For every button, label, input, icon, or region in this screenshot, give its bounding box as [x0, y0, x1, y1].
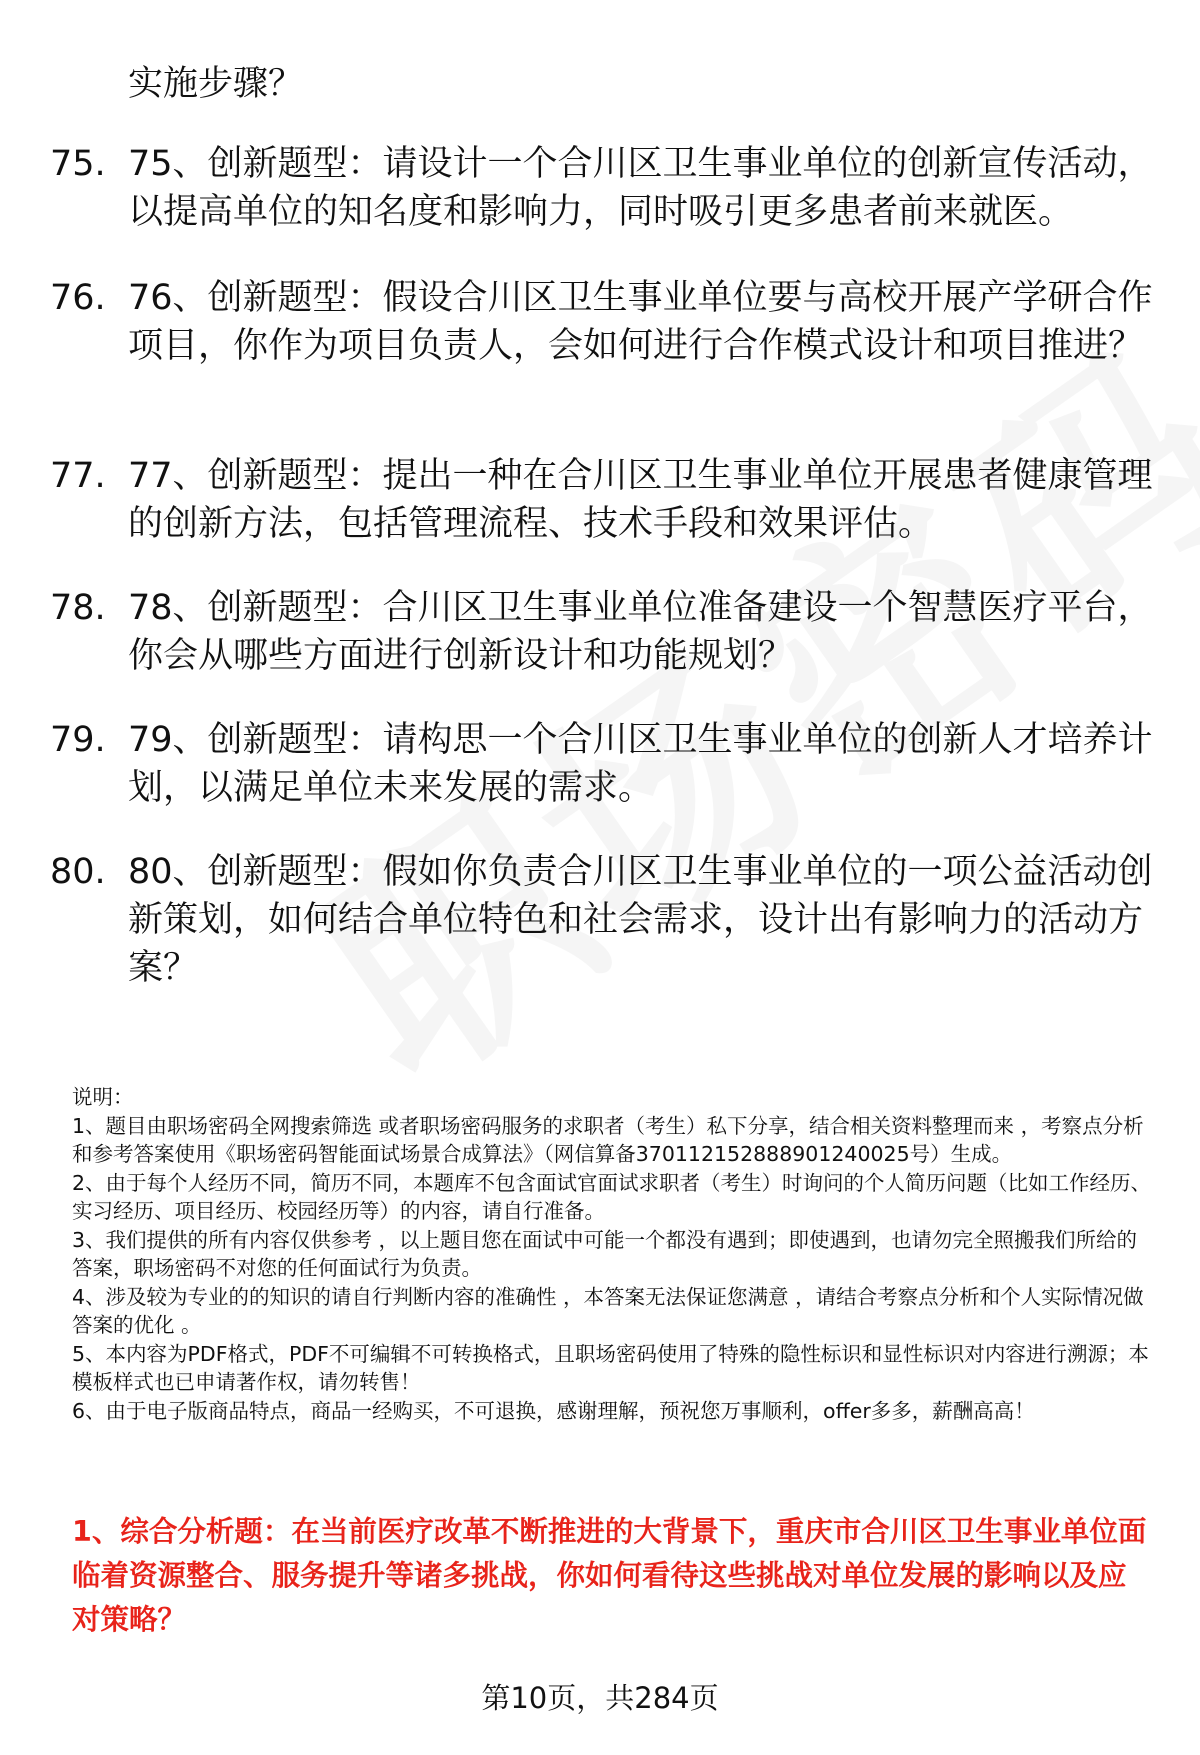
question-item — [0, 274, 1200, 452]
question-item — [0, 848, 1200, 1028]
question-text: 75、创新题型：请设计一个合川区卫生事业单位的创新宣传活动，以提高单位的知名度和影响力，同时吸引更多患者前来就医。 — [128, 144, 1153, 232]
question-text: 79、创新题型：请构思一个合川区卫生事业单位的创新人才培养计划，以满足单位未来发展的需求。 — [128, 720, 1153, 808]
note-item: 3、我们提供的所有内容仅供参考 ，以上题目您在面试中可能一个都没有遇到；即使遇到，也请勿完全照搬我们所给的答案，职场密码不对您的任何面试行为负责。 — [72, 1227, 1138, 1280]
question-item — [0, 716, 1200, 848]
note-item: 5、本内容为PDF格式，PDF不可编辑不可转换格式，且职场密码使用了特殊的隐性标识和显性标识对内容进行溯源；本模板样式也已申请著作权，请勿转售！ — [72, 1341, 1149, 1394]
note-item: 6、由于电子版商品特点，商品一经购买，不可退换，感谢理解，预祝您万事顺利，offer多多，薪酬高高！ — [72, 1398, 1035, 1423]
note-item: 1、题目由职场密码全网搜索筛选 或者职场密码服务的求职者（考生）私下分享，结合相关资料整理而来 ，考察点分析和参考答案使用《职场密码智能面试场景合成算法》（网信算备370112152888901240025号）生成。 — [72, 1113, 1144, 1166]
question-number: 79. — [50, 720, 106, 760]
question-text: 77、创新题型：提出一种在合川区卫生事业单位开展患者健康管理的创新方法，包括管理流程、技术手段和效果评估。 — [128, 456, 1153, 544]
question-text: 76、创新题型：假设合川区卫生事业单位要与高校开展产学研合作项目，你作为项目负责人，会如何进行合作模式设计和项目推进？ — [128, 278, 1153, 366]
question-continuation: 实施步骤？ — [128, 64, 304, 104]
question-number: 77. — [50, 456, 106, 496]
question-number: 76. — [50, 278, 106, 318]
disclaimer-notes — [72, 1083, 1152, 1425]
highlight-question: 1、综合分析题：在当前医疗改革不断推进的大背景下，重庆市合川区卫生事业单位面临着资源整合、服务提升等诸多挑战，你如何看待这些挑战对单位发展的影响以及应对策略？ — [72, 1515, 1147, 1636]
question-number: 80. — [50, 852, 106, 892]
question-number: 75. — [50, 144, 106, 184]
question-text: 80、创新题型：假如你负责合川区卫生事业单位的一项公益活动创新策划，如何结合单位特色和社会需求，设计出有影响力的活动方案？ — [128, 852, 1153, 988]
note-item: 2、由于每个人经历不同，简历不同，本题库不包含面试官面试求职者（考生）时询问的个人简历问题（比如工作经历、实习经历、项目经历、校园经历等）的内容，请自行准备。 — [72, 1170, 1152, 1223]
question-number: 78. — [50, 588, 106, 628]
question-text: 78、创新题型：合川区卫生事业单位准备建设一个智慧医疗平台，你会从哪些方面进行创新设计和功能规划？ — [128, 588, 1153, 676]
question-list — [0, 140, 1200, 1028]
note-item: 4、涉及较为专业的的知识的请自行判断内容的准确性 ，本答案无法保证您满意 ，请结合考察点分析和个人实际情况做答案的优化 。 — [72, 1284, 1144, 1337]
page-footer: 第10页，共284页 — [481, 1681, 719, 1715]
question-item — [0, 584, 1200, 716]
notes-heading: 说明： — [72, 1085, 134, 1109]
question-item — [0, 140, 1200, 274]
question-item — [0, 452, 1200, 584]
